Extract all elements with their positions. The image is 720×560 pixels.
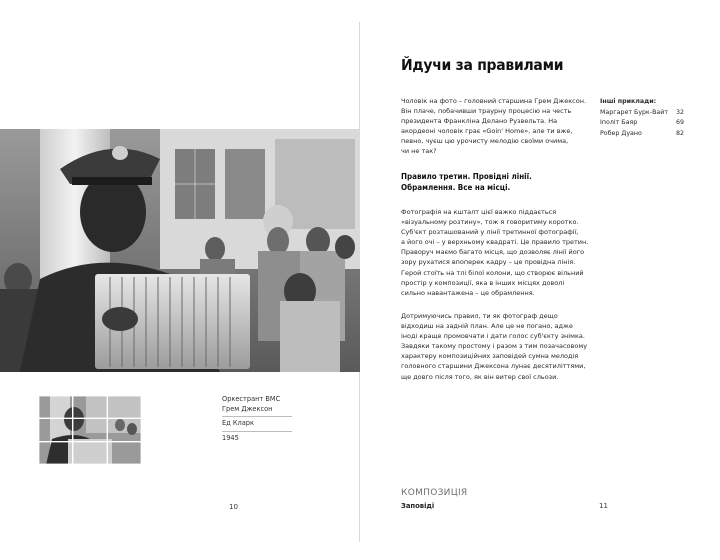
sidebar-item-page: 82 xyxy=(675,129,684,137)
text-line: Суб'єкт розташований у лінії третинної фотографії, xyxy=(401,228,579,237)
section-label: КОМПОЗИЦІЯ xyxy=(401,488,468,498)
caption-line-1: Оркестрант ВМС xyxy=(222,395,281,403)
photo-caption xyxy=(222,395,342,443)
text-line: зору рухатися впоперек кадру – це провідна лінія. xyxy=(401,258,576,267)
text-line: іноді краще промовчати і дати голос суб'єкту знімка. xyxy=(401,332,585,341)
text-line: чи не так? xyxy=(401,147,437,156)
caption-year: 1945 xyxy=(222,433,239,442)
sidebar-item-name: Іполіт Баяр xyxy=(600,119,638,127)
text-line: Чоловік на фото – головний старшина Грем Джексон. xyxy=(401,97,587,105)
page-number-left: 10 xyxy=(229,503,238,511)
paragraph-2 xyxy=(401,207,589,298)
caption-divider xyxy=(222,431,292,432)
paragraph-3 xyxy=(401,311,588,382)
caption-line-2: Грем Джексон xyxy=(222,404,273,413)
sidebar-item xyxy=(600,118,684,129)
caption-divider xyxy=(222,416,292,417)
sidebar-item-page: 32 xyxy=(675,108,684,116)
text-line: Праворуч маємо багато місця, що дозволяє лінії його xyxy=(401,248,585,257)
text-line: акордеоні чоловік грає «Goin' Home», але ти вже, xyxy=(401,127,573,136)
text-line: характеру композиційних заповідей сумна мелодія xyxy=(401,352,579,361)
text-line: сильно навантажена – це обрамлення. xyxy=(401,288,535,297)
sidebar-item-name: Робер Дуано xyxy=(600,129,642,137)
text-line: президента Франкліна Делано Рузвельта. На xyxy=(401,117,558,126)
text-line: ще довго після того, як він витер свої сльози. xyxy=(401,372,559,381)
text-line: простір у композиції, яка в інших місцях доволі xyxy=(401,278,565,287)
sidebar-item xyxy=(600,129,684,140)
text-line: відходиш на задній план. Але це не погано, адже xyxy=(401,322,573,331)
composition-thumbnail xyxy=(38,395,142,465)
text-line: головного старшини Джексона лунає десятиліттями, xyxy=(401,362,586,371)
main-photograph xyxy=(0,129,360,372)
page-number-right: 11 xyxy=(599,502,608,510)
text-line: Герой стоїть на тлі білої колони, що створює вільний xyxy=(401,268,584,277)
sidebar-heading: Інші приклади: xyxy=(600,98,657,105)
paragraph-1 xyxy=(401,96,587,157)
page-title: Йдучи за правилами xyxy=(401,56,564,74)
section-subtitle: Заповіді xyxy=(401,502,435,510)
subheading: Правило третин. Провідні лінії. Обрамлення. Все на місці. xyxy=(401,172,532,192)
text-line: «візуальному розтину», тож я говоритиму коротко. xyxy=(401,218,579,227)
sidebar-item-name: Маргарет Бурк-Вайт xyxy=(600,108,669,116)
text-line: Дотримуючись правил, ти як фотограф дещо xyxy=(401,312,558,320)
text-line: Фотографія на кшталт цієї важко піддається xyxy=(401,208,557,216)
sidebar-item-page: 69 xyxy=(675,119,684,127)
other-examples-sidebar xyxy=(600,97,684,139)
caption-photographer: Ед Кларк xyxy=(222,419,254,427)
text-line: а його очі – у верхньому квадраті. Це правило третин. xyxy=(401,238,589,247)
text-line: Завдяки такому простому і разом з тим позачасовому xyxy=(401,342,588,351)
text-line: Він плаче, побачивши траурну процесію на честь xyxy=(401,107,572,116)
sidebar-item xyxy=(600,108,684,119)
text-line: певно, чуєш цю урочисту мелодію своїми очима, xyxy=(401,137,569,146)
